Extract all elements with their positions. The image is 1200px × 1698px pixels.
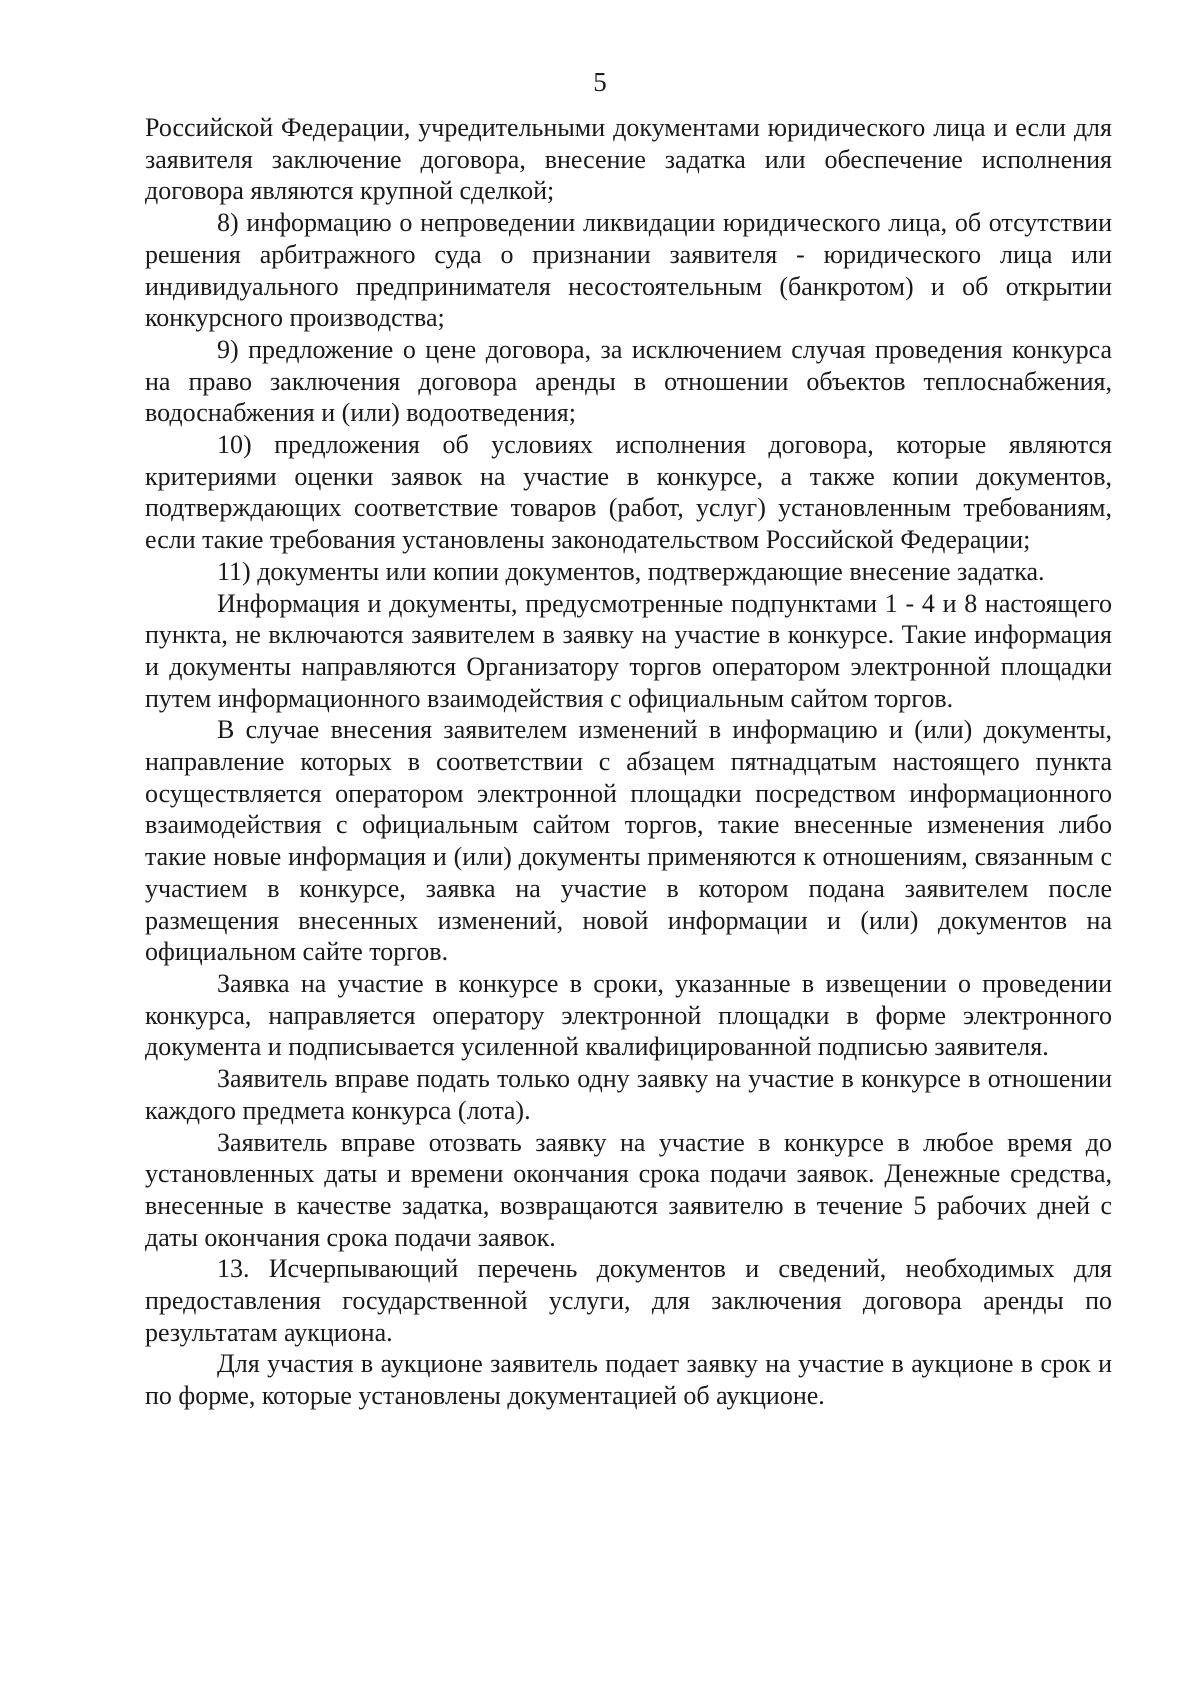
paragraph-info-documents: Информация и документы, предусмотренные подпунктами 1 - 4 и 8 настоящего пункта, не включаются заявителем в заявку на участие в конкурсе. Такие информация и документы направляются Организатору торгов оператором электронной площадки путем информационного взаимодействия с официальным сайтом торгов. (145, 588, 1112, 713)
paragraph-changes: В случае внесения заявителем изменений в информацию и (или) документы, направление которых в соответствии с абзацем пятнадцатым настоящего пункта осуществляется оператором электронной площадки посредством информационного взаимодействия с официальным сайтом торгов, такие внесенные изменения либо такие новые информация и (или) документы применяются к отношениям, связанным с участием в конкурсе, заявка на участие в котором подана заявителем после размещения внесенных изменений, новой информации и (или) документов на официальном сайте торгов. (145, 715, 1112, 967)
paragraph-item-11: 11) документы или копии документов, подтверждающие внесение задатка. (217, 556, 1045, 586)
document-body (145, 112, 1112, 1412)
page-number: 5 (593, 67, 607, 97)
paragraph-application-form: Заявка на участие в конкурсе в сроки, указанные в извещении о проведении конкурса, направляется оператору электронной площадки в форме электронного документа и подписывается усиленной квалифицированной подписью заявителя. (145, 968, 1112, 1062)
paragraph-continuation: Российской Федерации, учредительными документами юридического лица и если для заявителя заключение договора, внесение задатка или обеспечение исполнения договора являются крупной сделкой; (145, 113, 1112, 206)
paragraph-auction: Для участия в аукционе заявитель подает заявку на участие в аукционе в срок и по форме, которые установлены документацией об аукционе. (145, 1349, 1112, 1411)
paragraph-item-9: 9) предложение о цене договора, за исключением случая проведения конкурса на право заключения договора аренды в отношении объектов теплоснабжения, водоснабжения и (или) водоотведения; (145, 334, 1112, 428)
paragraph-section-13: 13. Исчерпывающий перечень документов и сведений, необходимых для предоставления государственной услуги, для заключения договора аренды по результатам аукциона. (145, 1254, 1112, 1347)
paragraph-one-application: Заявитель вправе подать только одну заявку на участие в конкурсе в отношении каждого предмета конкурса (лота). (145, 1064, 1112, 1125)
paragraph-withdraw: Заявитель вправе отозвать заявку на участие в конкурсе в любое время до установленных даты и времени окончания срока подачи заявок. Денежные средства, внесенные в качестве задатка, возвращаются заявителю в течение 5 рабочих дней с даты окончания срока подачи заявок. (145, 1127, 1112, 1252)
paragraph-item-8: 8) информацию о непроведении ликвидации юридического лица, об отсутствии решения арбитражного суда о признании заявителя - юридического лица или индивидуального предпринимателя несостоятельным (банкротом) и об открытии конкурсного производства; (145, 208, 1112, 333)
paragraph-item-10: 10) предложения об условиях исполнения договора, которые являются критериями оценки заявок на участие в конкурсе, а также копии документов, подтверждающих соответствие товаров (работ, услуг) установленным требованиям, если такие требования установлены законодательством Российской Федерации; (145, 430, 1112, 555)
